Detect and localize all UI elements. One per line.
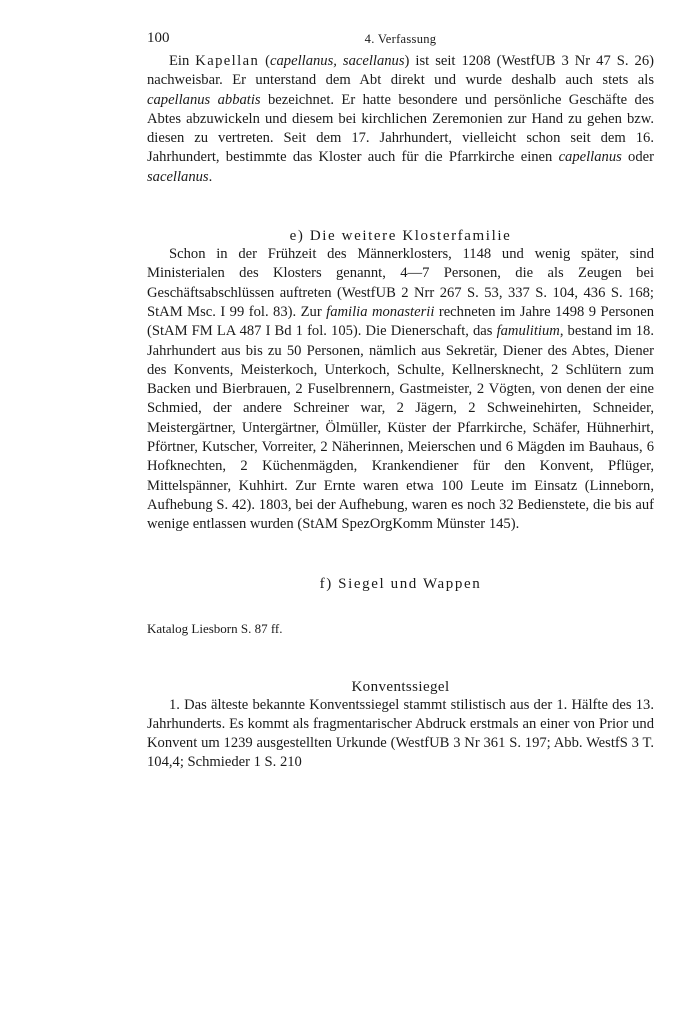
- section-heading-e: e) Die weitere Klosterfamilie: [289, 228, 512, 245]
- text-run: Ein: [169, 53, 196, 69]
- text-run: rechneten im Jahre 1498 9 Personen (StAM FM LA 487 I Bd 1 fol. 105). Die Dienerschaft, das: [147, 303, 654, 340]
- text-run: oder: [621, 149, 654, 166]
- text-run: (: [259, 53, 271, 69]
- text-run: .: [208, 168, 213, 185]
- page-number: 100: [147, 30, 170, 46]
- running-header: [147, 30, 654, 52]
- paragraph-klosterfamilie: [147, 245, 654, 534]
- text-run: , bestand im 18. Jahrhundert aus bis zu 50 Personen, nämlich aus Sekretär, Diener des Abtes, Diener des Konvents, Meisterkoch, Unterkoch, Schulte, Kellnersknecht, 2 Schlütern zum Backen und Bierbrauen, 2 Fuselbrennern, Gastmeister, 2 Vögten, von denen der eine Schmied, der andere Schreiner war, 2 Jägern, 2 Schweinehirten, Schneider, Meistergärtner, Untergärtner, Ölmüller, Küster der Pfarrkirche, Schäfer, Hühnerhirt, Pförtner, Kutscher, Vorreiter, 2 Näherinnen, Meierschen und 6 Mägden im Bauhaus, 6 Hofknechten, 2 Küchenmägden, Krankendiener für den Konvent, Pflüger, Mittelspänner, Kuhhirt. Zur Ernte waren etwa 100 Leute im Einsatz (Linneborn, Aufhebung S. 42). 1803, bei der Aufhebung, waren es noch 32 Bedienstete, die bis auf wenige entlassen wurden (StAM SpezOrgKomm Münster 145).: [147, 323, 654, 533]
- italic-term: capellanus, sacellanus: [270, 53, 405, 69]
- italic-term: familia monasterii: [326, 303, 435, 320]
- paragraph-konventssiegel: 1. Das älteste bekannte Konventssiegel stammt stilistisch aus der 1. Hälfte des 13. Jahrhunderts. Es kommt als fragmentarischer Abdruck erstmals an einer von Prior und Konvent um 1239 ausgestellten Urkunde (WestfUB 3 Nr 361 S. 197; Abb. WestfS 3 T. 104,4; Schmieder 1 S. 210: [147, 696, 654, 771]
- running-title: 4. Verfassung: [364, 32, 437, 46]
- section-heading-f: f) Siegel und Wappen: [319, 575, 482, 592]
- paragraph-kapellan: [147, 52, 654, 187]
- text-run: Kapellan: [195, 53, 260, 69]
- italic-term: capellanus abbatis: [147, 91, 261, 108]
- italic-term: famulitium: [496, 323, 560, 340]
- text-run: Schon in der Frühzeit des Männerklosters, 1148 und wenig später, sind Ministerialen des Klosters genannt, 4—7 Personen, die als Zeugen bei Geschäftsabschlüssen auftreten (WestfUB 2 Nrr 267 S. 53, 337 S. 104, 436 S. 168; StAM Msc. I 99 fol. 83). Zur: [147, 246, 654, 320]
- catalog-reference: Katalog Liesborn S. 87 ff.: [147, 620, 283, 636]
- text-run: ) ist seit 1208 (WestfUB 3 Nr 47 S. 26) nachweisbar. Er unterstand dem Abt direkt und wurde deshalb auch stets als: [147, 53, 654, 89]
- italic-term: capellanus: [558, 149, 622, 166]
- subheading-konventssiegel: Konventssiegel: [351, 678, 450, 695]
- document-page: [147, 30, 654, 773]
- text-run: bezeichnet. Er hatte besondere und persönliche Geschäfte des Abtes abzuwickeln und diesem bei kirchlichen Zeremonien zur Hand zu gehen bzw. diesen zu vertreten. Seit dem 17. Jahrhundert, vielleicht schon seit dem 16. Jahrhundert, bestimmte das Kloster auch für die Pfarrkirche einen: [147, 91, 654, 166]
- italic-term: sacellanus: [147, 168, 209, 185]
